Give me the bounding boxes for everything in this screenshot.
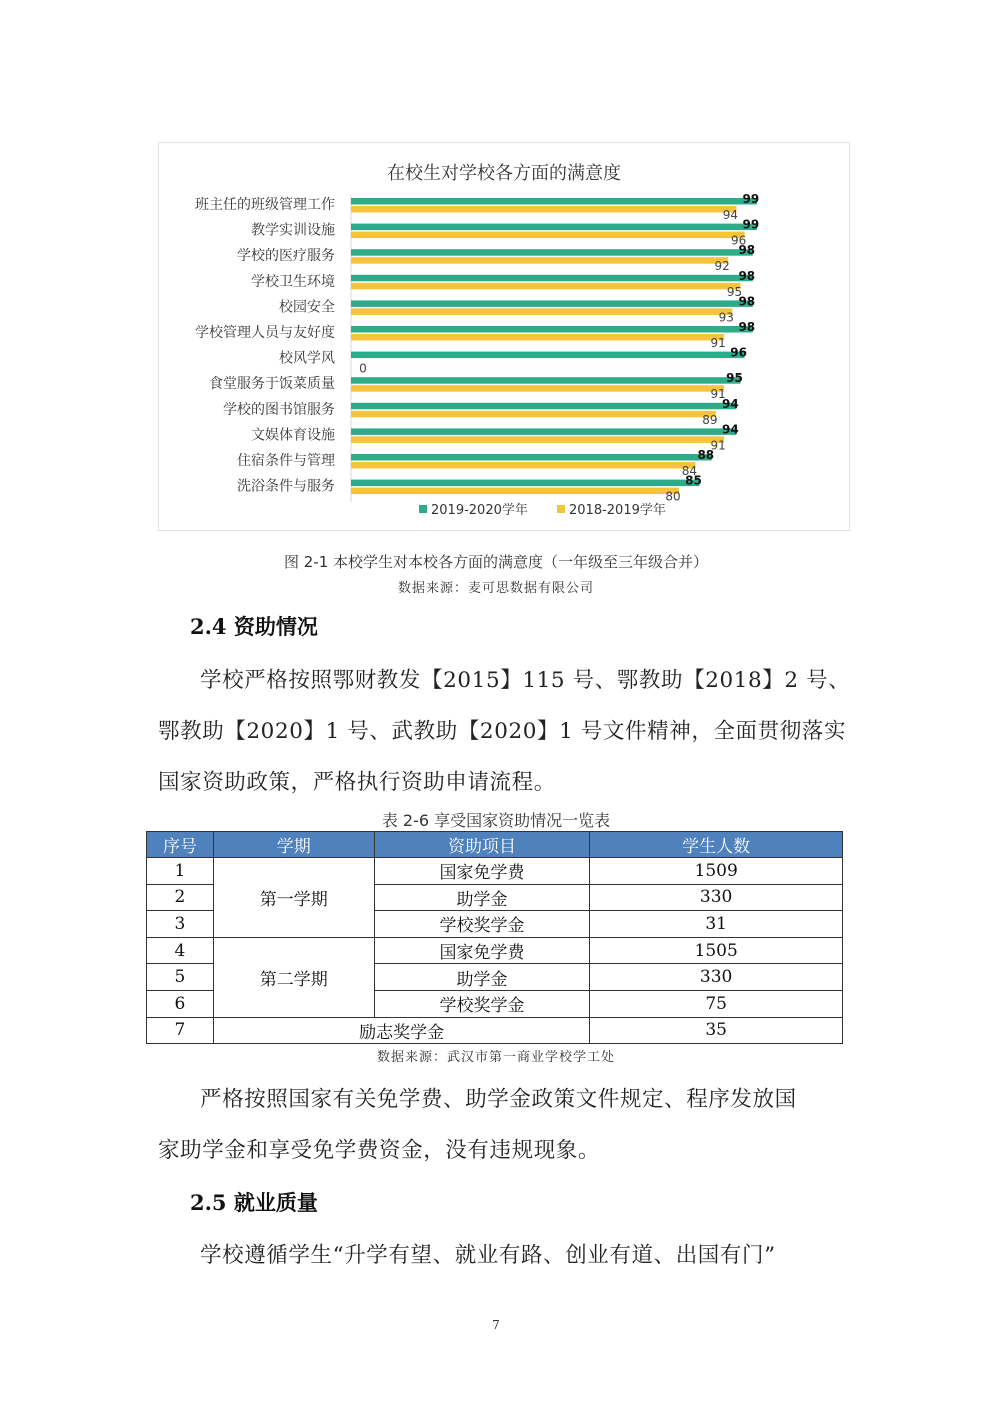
data-label: 85 (685, 473, 702, 488)
figure-caption: 图 2-1 本校学生对本校各方面的满意度（一年级至三年级合并） (283, 553, 709, 571)
cell-item: 国家免学费 (374, 937, 590, 964)
legend-label: 2019-2020学年 (431, 503, 528, 518)
paragraph-line-3: 国家资助政策，严格执行资助申请流程。 (158, 770, 556, 795)
paragraph-line-2: 鄂教助【2020】1 号、武教助【2020】1 号文件精神，全面贯彻落实 (158, 719, 847, 744)
category-label: 住宿条件与管理 (237, 453, 335, 469)
page-number: 7 (492, 1318, 500, 1332)
cell-term: 第二学期 (213, 937, 374, 1017)
bar-2018-2019 (351, 232, 745, 239)
table-source: 数据来源：武汉市第一商业学校学工处 (376, 1050, 615, 1065)
cell-no: 3 (147, 911, 214, 938)
bar-2018-2019 (351, 488, 679, 495)
cell-item: 学校奖学金 (374, 990, 590, 1017)
data-label: 93 (718, 310, 734, 325)
category-label: 学校管理人员与友好度 (195, 325, 335, 341)
data-label: 99 (742, 192, 760, 206)
data-label: 91 (710, 438, 726, 453)
category-label: 学校的图书馆服务 (223, 401, 335, 418)
aid-table (146, 831, 843, 1044)
cell-term: 第一学期 (213, 858, 374, 938)
cell-no: 7 (147, 1017, 214, 1044)
bar-2018-2019 (351, 462, 695, 469)
cell-no: 1 (147, 858, 214, 885)
paragraph-line-4: 严格按照国家有关免学费、助学金政策文件规定、程序发放国 (200, 1087, 797, 1112)
category-label: 食堂服务于饭菜质量 (209, 376, 335, 393)
cell-count: 330 (590, 964, 843, 991)
chart-title: 在校生对学校各方面的满意度 (387, 163, 621, 184)
paragraph-line-1: 学校严格按照鄂财教发【2015】115 号、鄂教助【2018】2 号、 (200, 668, 851, 693)
data-label: 91 (710, 336, 726, 350)
header-count: 学生人数 (590, 832, 843, 858)
data-label: 94 (722, 208, 739, 222)
data-label: 91 (710, 387, 726, 402)
cell-count: 1509 (590, 858, 843, 885)
bar-2018-2019 (351, 385, 724, 392)
cell-item: 助学金 (374, 964, 590, 991)
section-heading-2-4: 2.4 资助情况 (190, 614, 318, 639)
cell-item: 助学金 (374, 884, 590, 911)
category-label: 校园安全 (279, 299, 335, 316)
table-row (147, 858, 843, 885)
bar-2019-2020 (351, 480, 700, 487)
bar-2019-2020 (351, 249, 753, 256)
cell-item: 国家免学费 (374, 858, 590, 885)
data-label: 0 (359, 361, 367, 376)
data-label: 95 (726, 284, 743, 299)
bar-2019-2020 (351, 428, 736, 435)
bar-2019-2020 (351, 326, 753, 333)
data-label: 98 (738, 243, 756, 258)
data-label: 94 (722, 422, 739, 437)
table-title: 表 2-6 享受国家资助情况一览表 (381, 811, 611, 830)
header-no: 序号 (147, 832, 214, 858)
table-row (147, 1017, 843, 1044)
cell-item: 学校奖学金 (374, 911, 590, 938)
paragraph-line-6: 学校遵循学生“升学有望、就业有路、创业有道、出国有门” (200, 1243, 776, 1268)
data-label: 96 (730, 233, 747, 248)
legend-swatch (419, 505, 427, 513)
data-label: 98 (738, 268, 756, 283)
bar-2018-2019 (351, 436, 724, 443)
data-label: 95 (726, 371, 743, 386)
bar-2019-2020 (351, 300, 753, 307)
cell-no: 6 (147, 990, 214, 1017)
data-label: 99 (742, 217, 760, 232)
cell-item: 励志奖学金 (213, 1017, 589, 1044)
bar-2019-2020 (351, 224, 757, 231)
cell-no: 4 (147, 937, 214, 964)
data-label: 92 (714, 259, 730, 274)
cell-count: 35 (590, 1017, 843, 1044)
header-term: 学期 (213, 832, 374, 858)
bar-2018-2019 (351, 411, 716, 418)
cell-no: 5 (147, 964, 214, 991)
data-label: 84 (681, 464, 698, 478)
table-header-row (147, 832, 843, 858)
bar-2019-2020 (351, 403, 736, 410)
figure-source: 数据来源：麦可思数据有限公司 (397, 581, 594, 596)
category-label: 校风学风 (279, 350, 335, 367)
data-label: 96 (730, 345, 747, 360)
paragraph-line-5: 家助学金和享受免学费资金，没有违规现象。 (158, 1138, 601, 1163)
category-label: 文娱体育设施 (251, 427, 335, 444)
bar-2019-2020 (351, 275, 753, 282)
chart-svg (159, 143, 849, 530)
bar-2018-2019 (351, 283, 741, 290)
category-label: 洗浴条件与服务 (237, 478, 335, 495)
data-label: 94 (722, 396, 739, 411)
category-label: 学校卫生环境 (251, 273, 335, 290)
cell-count: 330 (590, 884, 843, 911)
header-item: 资助项目 (374, 832, 590, 858)
section-heading-2-5: 2.5 就业质量 (190, 1190, 318, 1215)
bar-2018-2019 (351, 334, 724, 341)
category-label: 学校的医疗服务 (237, 248, 335, 265)
bar-2018-2019 (351, 206, 736, 213)
bar-2019-2020 (351, 198, 757, 205)
data-label: 80 (665, 489, 681, 504)
satisfaction-chart (158, 142, 850, 531)
table-row (147, 937, 843, 964)
bar-2018-2019 (351, 257, 728, 264)
cell-count: 31 (590, 911, 843, 938)
cell-no: 2 (147, 884, 214, 911)
bar-2018-2019 (351, 308, 732, 315)
legend-label: 2018-2019学年 (569, 503, 666, 518)
bar-2019-2020 (351, 454, 712, 461)
category-label: 教学实训设施 (251, 222, 335, 239)
bar-2019-2020 (351, 352, 745, 359)
data-label: 88 (697, 448, 715, 462)
cell-count: 75 (590, 990, 843, 1017)
data-label: 98 (738, 294, 756, 309)
cell-count: 1505 (590, 937, 843, 964)
data-label: 89 (702, 412, 718, 427)
category-label: 班主任的班级管理工作 (195, 197, 335, 213)
bar-2019-2020 (351, 377, 741, 384)
legend-swatch (557, 505, 565, 513)
data-label: 98 (738, 320, 756, 334)
